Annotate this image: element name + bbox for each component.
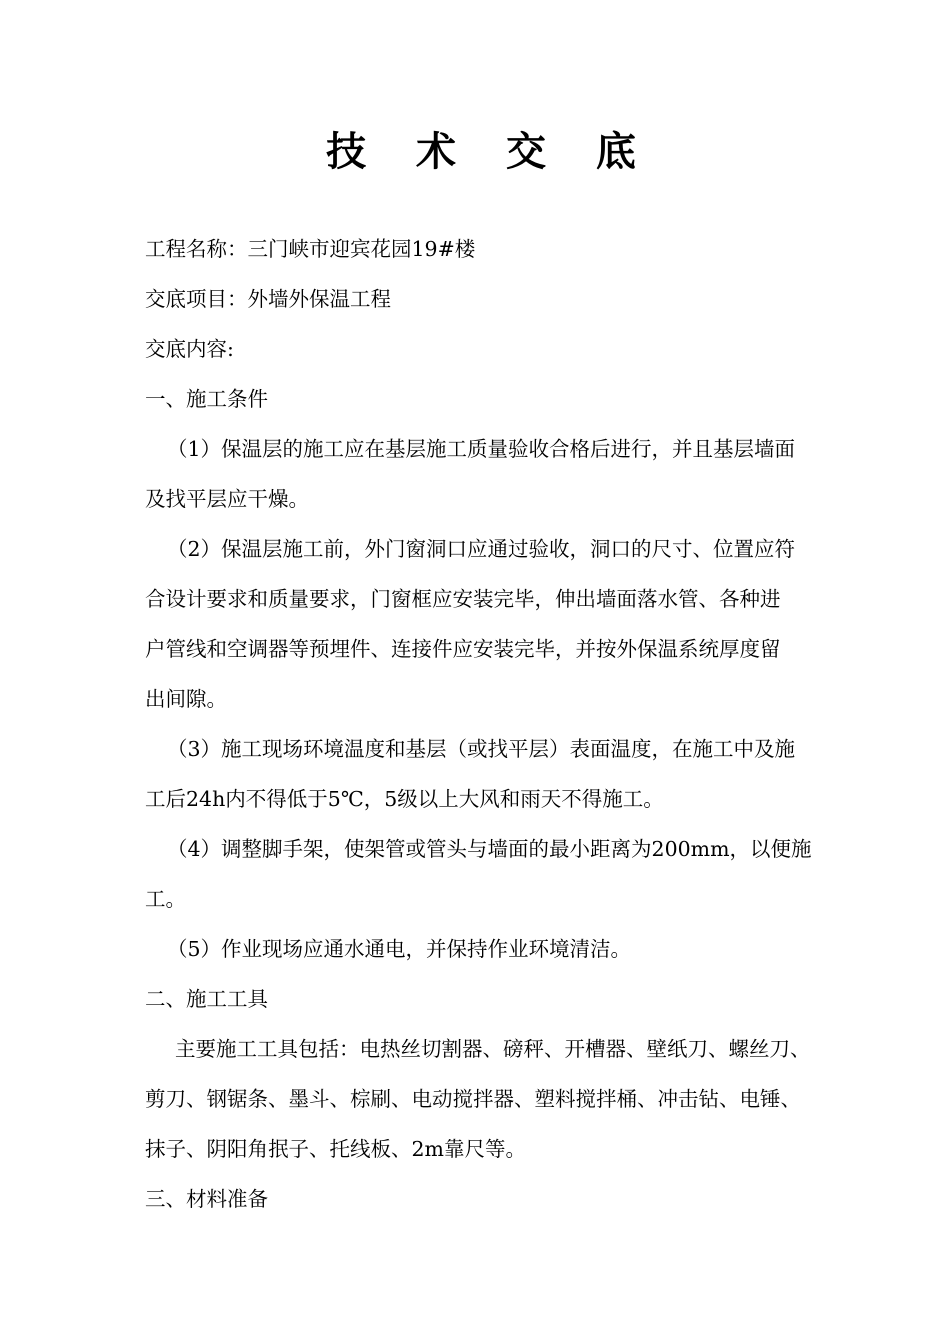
paragraph-line: （2）保温层施工前，外门窗洞口应通过验收，洞口的尺寸、位置应符 xyxy=(167,537,796,561)
paragraph-line: 及找平层应干燥。 xyxy=(145,487,309,511)
paragraph-line: 出间隙。 xyxy=(145,687,227,711)
paragraph-line: 剪刀、钢锯条、墨斗、棕刷、电动搅拌器、塑料搅拌桶、冲击钻、电锤、 xyxy=(145,1087,801,1111)
paragraph-line: 合设计要求和质量要求，门窗框应安装完毕，伸出墙面落水管、各种进 xyxy=(145,587,781,611)
paragraph-line: 工。 xyxy=(145,887,186,911)
paragraph-line: 户管线和空调器等预埋件、连接件应安装完毕，并按外保温系统厚度留 xyxy=(145,637,781,661)
paragraph-line: 抹子、阴阳角抿子、托线板、2m靠尺等。 xyxy=(145,1137,526,1161)
paragraph-line: （4）调整脚手架，使架管或管头与墙面的最小距离为200mm，以便施 xyxy=(167,837,812,861)
paragraph-line: 工后24h内不得低于5℃，5级以上大风和雨天不得施工。 xyxy=(145,787,664,811)
paragraph-line: （3）施工现场环境温度和基层（或找平层）表面温度，在施工中及施 xyxy=(167,737,796,761)
paragraph-line: 主要施工工具包括：电热丝切割器、磅秤、开槽器、壁纸刀、螺丝刀、 xyxy=(175,1037,811,1061)
section-heading-tools: 二、施工工具 xyxy=(145,987,268,1011)
disclosure-item-field: 交底项目：外墙外保温工程 xyxy=(145,287,391,311)
disclosure-content-label: 交底内容: xyxy=(145,337,234,361)
document-title: 技 术 交 底 xyxy=(326,129,654,175)
project-name-field: 工程名称：三门峡市迎宾花园19#楼 xyxy=(145,237,476,261)
paragraph-line: （5）作业现场应通水通电，并保持作业环境清洁。 xyxy=(167,937,632,961)
section-heading-conditions: 一、施工条件 xyxy=(145,387,268,411)
document-body xyxy=(145,224,865,1224)
section-heading-materials: 三、材料准备 xyxy=(145,1187,268,1211)
paragraph-line: （1）保温层的施工应在基层施工质量验收合格后进行，并且基层墙面 xyxy=(167,437,796,461)
